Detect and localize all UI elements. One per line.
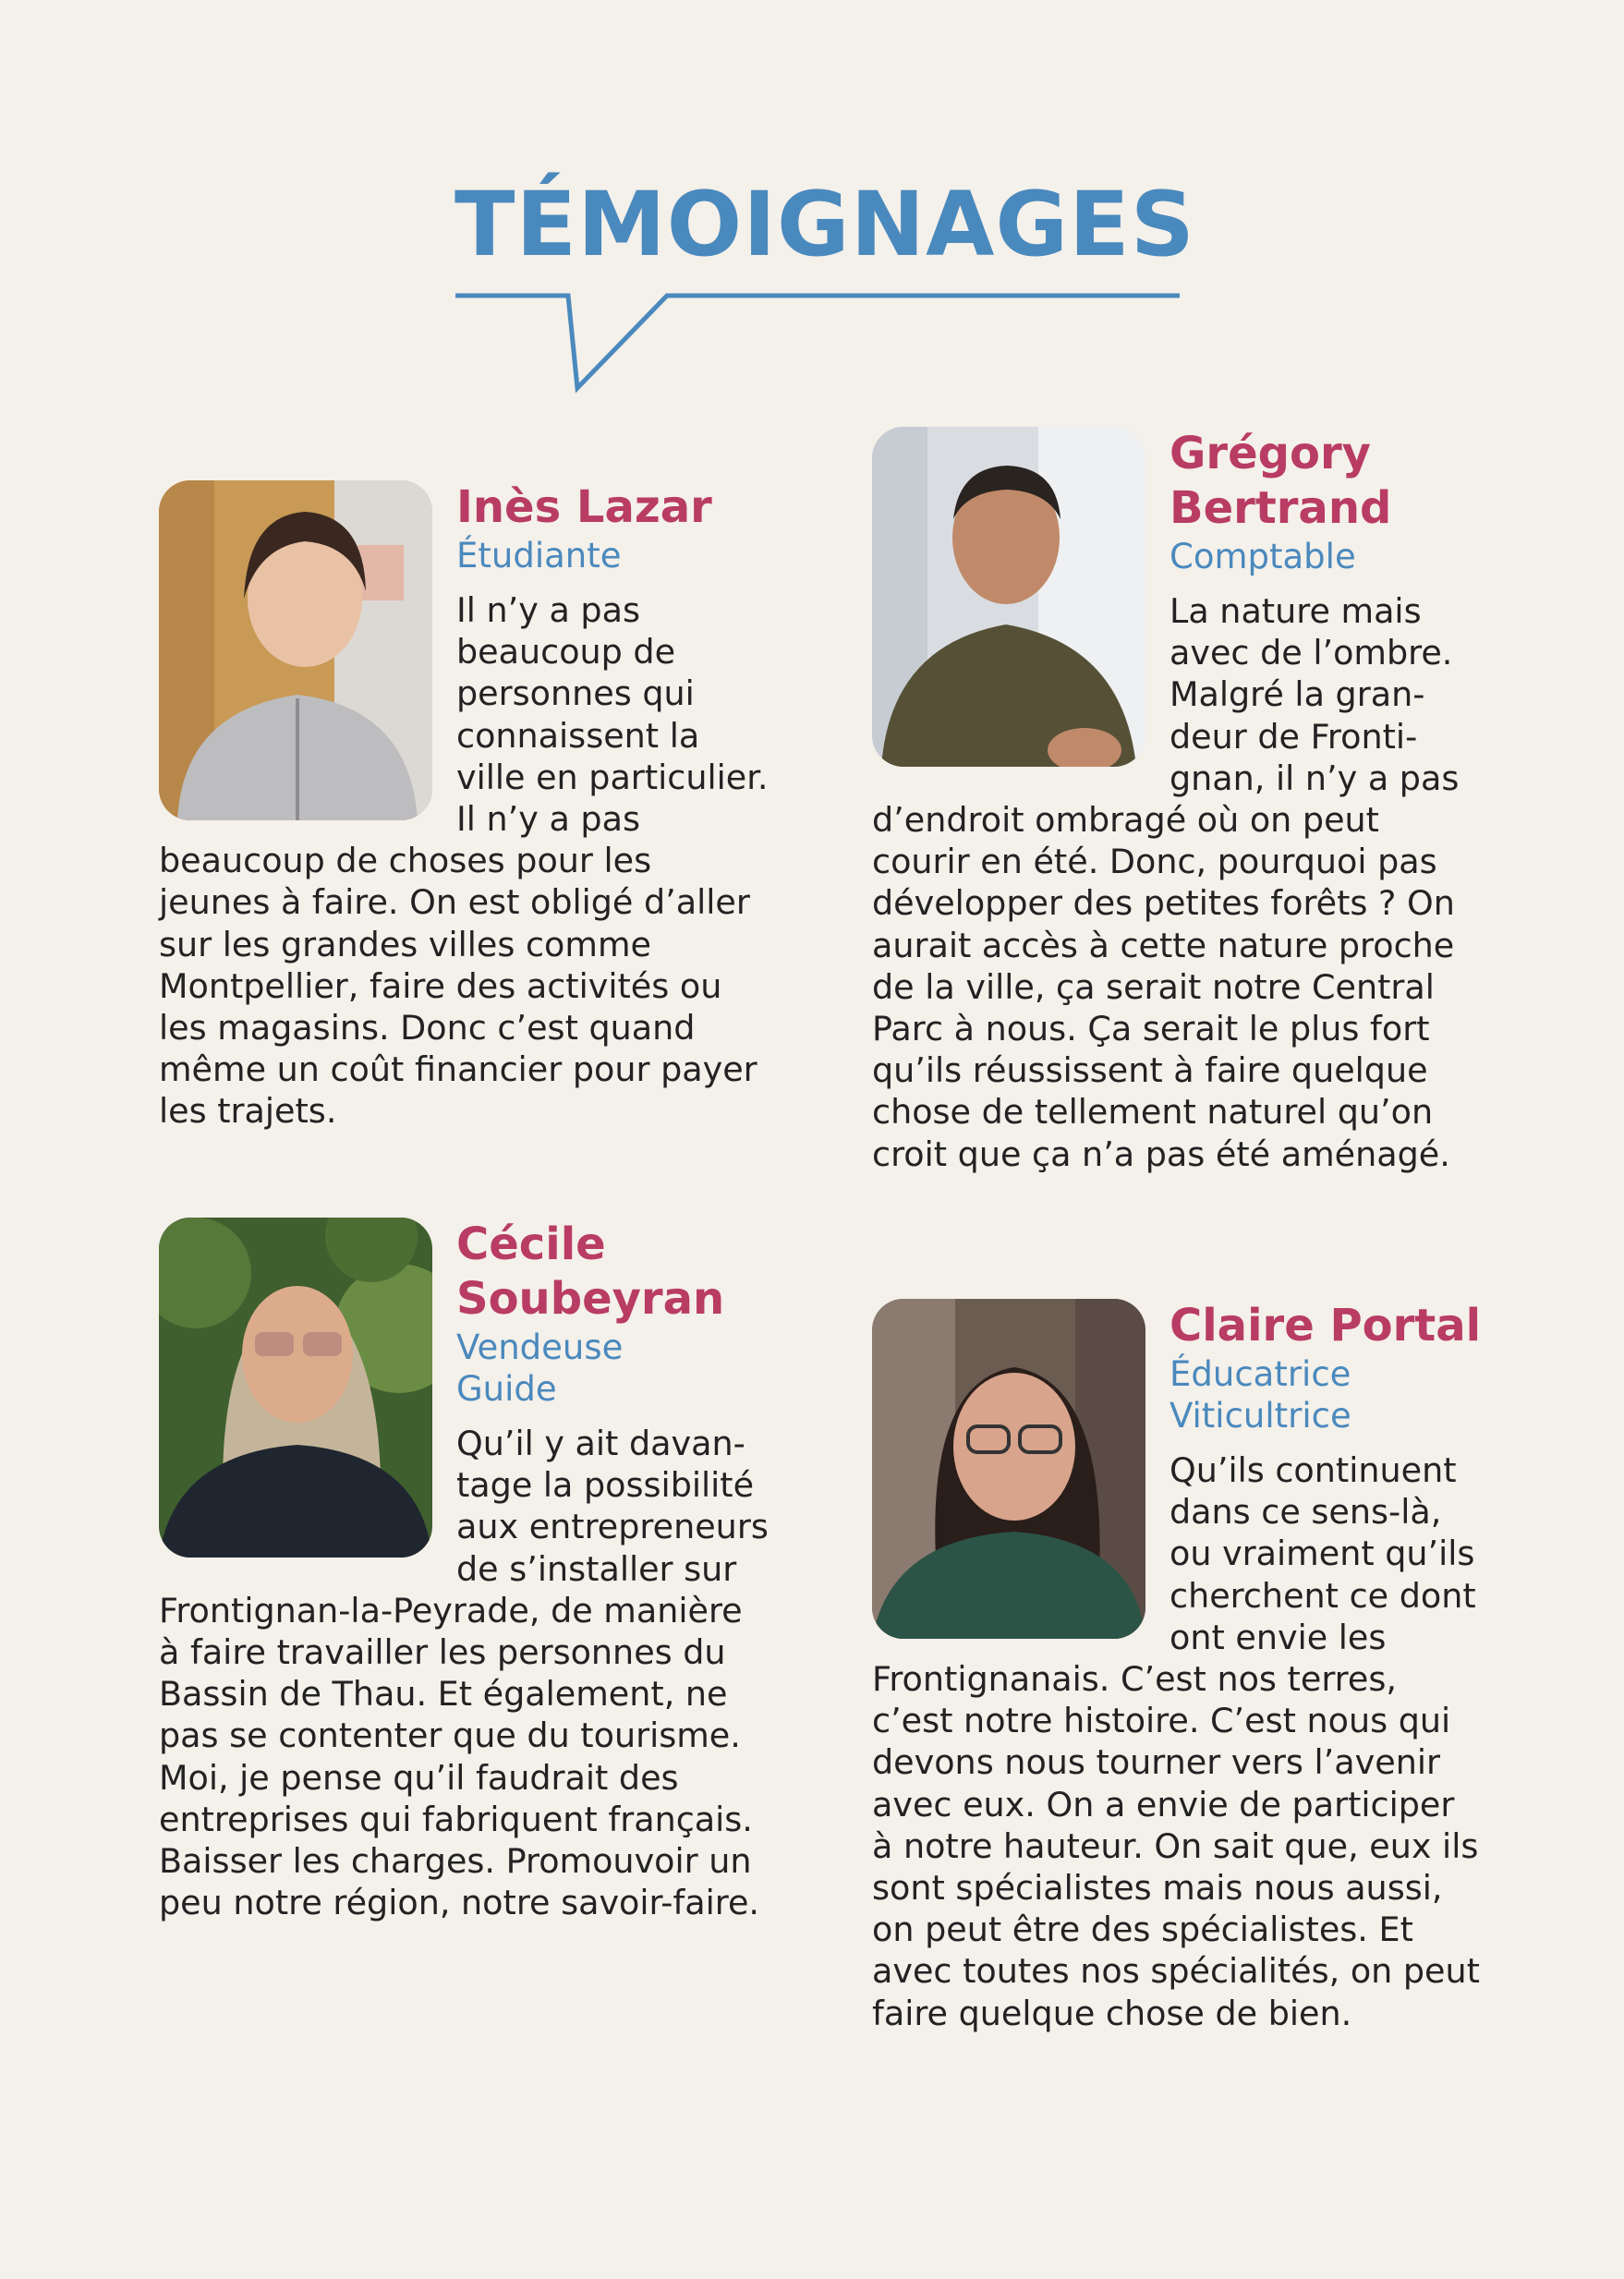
testimonial-text: Qu’il y ait davantage la possibilité aux entrepreneurs de s’installer sur Frontignan-la-Peyrade, de manière à faire travailler les personnes du Bassin de Thau. Et également, ne pas se contenter que du tourisme. Moi, je pense qu’il faudrait des entreprises qui fabriquent français. Baisser les charges. Promouvoir un peu notre région, notre savoir-faire. xyxy=(159,1424,769,1923)
portrait-photo xyxy=(872,1299,1145,1639)
testimonial-text: La nature mais avec de l’ombre. Malgré la grandeur de Frontignan, il n’y a pas d’endroit ombragé où on peut courir en été. Donc, pourquoi pas développer des petites forêts ? On aurait accès à cette nature proche de la ville, ça serait notre Central Parc à nous. Ça serait le plus fort qu’ils réussissent à faire quelque chose de tellement naturel qu’on croit que ça n’a pas été aménagé. xyxy=(872,591,1460,1174)
testimonial-role: Guide xyxy=(456,1369,557,1409)
testimonial-card-gregory xyxy=(872,427,1482,1175)
speech-bubble-icon xyxy=(453,277,1182,397)
testimonial-name: Grégory Bertrand xyxy=(1170,428,1392,534)
testimonial-card-cecile xyxy=(159,1218,769,1923)
testimonial-role: Viticultrice xyxy=(1170,1396,1351,1436)
testimonial-text: Qu’ils continuent dans ce sens-là, ou vraiment qu’ils cherchent ce dont ont envie les Frontignanais. C’est nos terres, c’est notre histoire. C’est nous qui devons nous tourner vers l’avenir avec eux. On a envie de participer à notre hauteur. On sait que, eux ils sont spécialistes mais nous aussi, on peut être des spécialistes. Et avec toutes nos spécialités, on peut faire quelque chose de bien. xyxy=(872,1450,1480,2033)
testimonial-text: Il n’y a pas beaucoup de personnes qui connaissent la ville en particulier. Il n’y a pas beaucoup de choses pour les jeunes à faire. On est obligé d’aller sur les grandes villes comme Montpellier, faire des activités ou les magasins. Donc c’est quand même un coût financier pour payer les trajets. xyxy=(159,590,769,1132)
testimonial-name: Claire Portal xyxy=(1170,1300,1482,1352)
testimonial-role: Comptable xyxy=(1170,537,1356,576)
testimonial-role: Vendeuse xyxy=(456,1327,624,1367)
testimonial-role: Éducatrice xyxy=(1170,1354,1351,1394)
testimonial-name: Cécile Soubeyran xyxy=(456,1218,725,1325)
testimonial-role: Étudiante xyxy=(456,536,622,576)
portrait-photo xyxy=(872,427,1145,767)
portrait-photo xyxy=(159,1218,432,1558)
testimonial-card-ines xyxy=(159,480,769,1133)
page-title: TÉMOIGNAGES xyxy=(454,173,1195,276)
testimonial-name: Inès Lazar xyxy=(456,481,712,533)
portrait-photo xyxy=(159,480,432,820)
testimonial-card-claire xyxy=(872,1299,1482,2034)
